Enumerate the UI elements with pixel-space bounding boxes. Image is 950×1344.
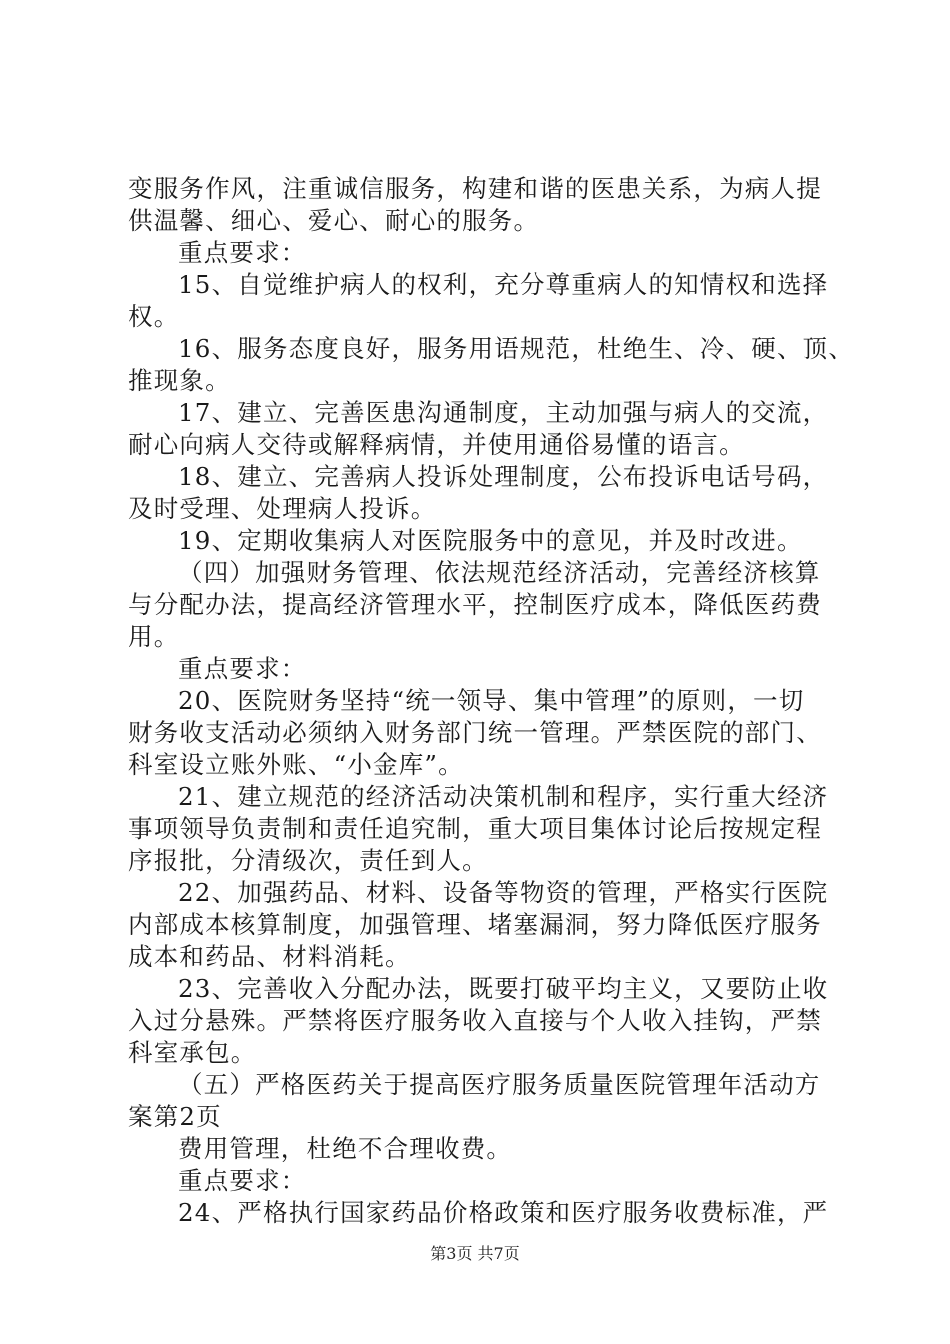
text-line: 用。 [128, 622, 180, 651]
text-line: 24、严格执行国家药品价格政策和医疗服务收费标准，严 [178, 1198, 829, 1227]
text-line: 16、服务态度良好，服务用语规范，杜绝生、冷、硬、顶、 [178, 334, 855, 363]
page-footer: 第3页 共7页 [430, 1244, 520, 1263]
text-line: 费用管理，杜绝不合理收费。 [178, 1134, 513, 1163]
text-line: （四）加强财务管理、依法规范经济活动，完善经济核算 [178, 558, 821, 587]
text-line: 推现象。 [128, 366, 231, 395]
text-line: 重点要求： [178, 238, 307, 267]
text-line: 22、加强药品、材料、设备等物资的管理，严格实行医院 [178, 878, 829, 907]
text-line: 成本和药品、材料消耗。 [128, 942, 411, 971]
text-line: 事项领导负责制和责任追究制，重大项目集体讨论后按规定程 [128, 814, 822, 843]
text-line: （五）严格医药关于提高医疗服务质量医院管理年活动方 [178, 1070, 821, 1099]
text-line: 内部成本核算制度，加强管理、堵塞漏洞，努力降低医疗服务 [128, 910, 822, 939]
text-line: 20、医院财务坚持“统一领导、集中管理”的原则，一切 [178, 686, 805, 715]
text-line: 重点要求： [178, 1166, 307, 1195]
text-line: 21、建立规范的经济活动决策机制和程序，实行重大经济 [178, 782, 829, 811]
text-line: 18、建立、完善病人投诉处理制度，公布投诉电话号码， [178, 462, 829, 491]
text-line: 科室承包。 [128, 1038, 257, 1067]
text-line: 与分配办法，提高经济管理水平，控制医疗成本，降低医药费 [128, 590, 822, 619]
text-line: 23、完善收入分配办法，既要打破平均主义，又要防止收 [178, 974, 829, 1003]
text-line: 19、定期收集病人对医院服务中的意见，并及时改进。 [178, 526, 803, 555]
text-line: 权。 [128, 302, 180, 331]
text-line: 15、自觉维护病人的权利，充分尊重病人的知情权和选择 [178, 270, 829, 299]
text-line: 耐心向病人交待或解释病情，并使用通俗易懂的语言。 [128, 430, 745, 459]
text-line: 17、建立、完善医患沟通制度，主动加强与病人的交流， [178, 398, 829, 427]
text-line: 序报批，分清级次，责任到人。 [128, 846, 488, 875]
text-line: 财务收支活动必须纳入财务部门统一管理。严禁医院的部门、 [128, 718, 822, 747]
text-line: 重点要求： [178, 654, 307, 683]
document-body [128, 173, 855, 1229]
text-line: 及时受理、处理病人投诉。 [128, 494, 437, 523]
text-line: 变服务作风，注重诚信服务，构建和谐的医患关系，为病人提 [128, 174, 822, 203]
text-line: 案第2页 [128, 1102, 222, 1131]
text-line: 科室设立账外账、“小金库”。 [128, 750, 464, 779]
text-line: 入过分悬殊。严禁将医疗服务收入直接与个人收入挂钩，严禁 [128, 1006, 822, 1035]
text-line: 供温馨、细心、爱心、耐心的服务。 [128, 206, 540, 235]
